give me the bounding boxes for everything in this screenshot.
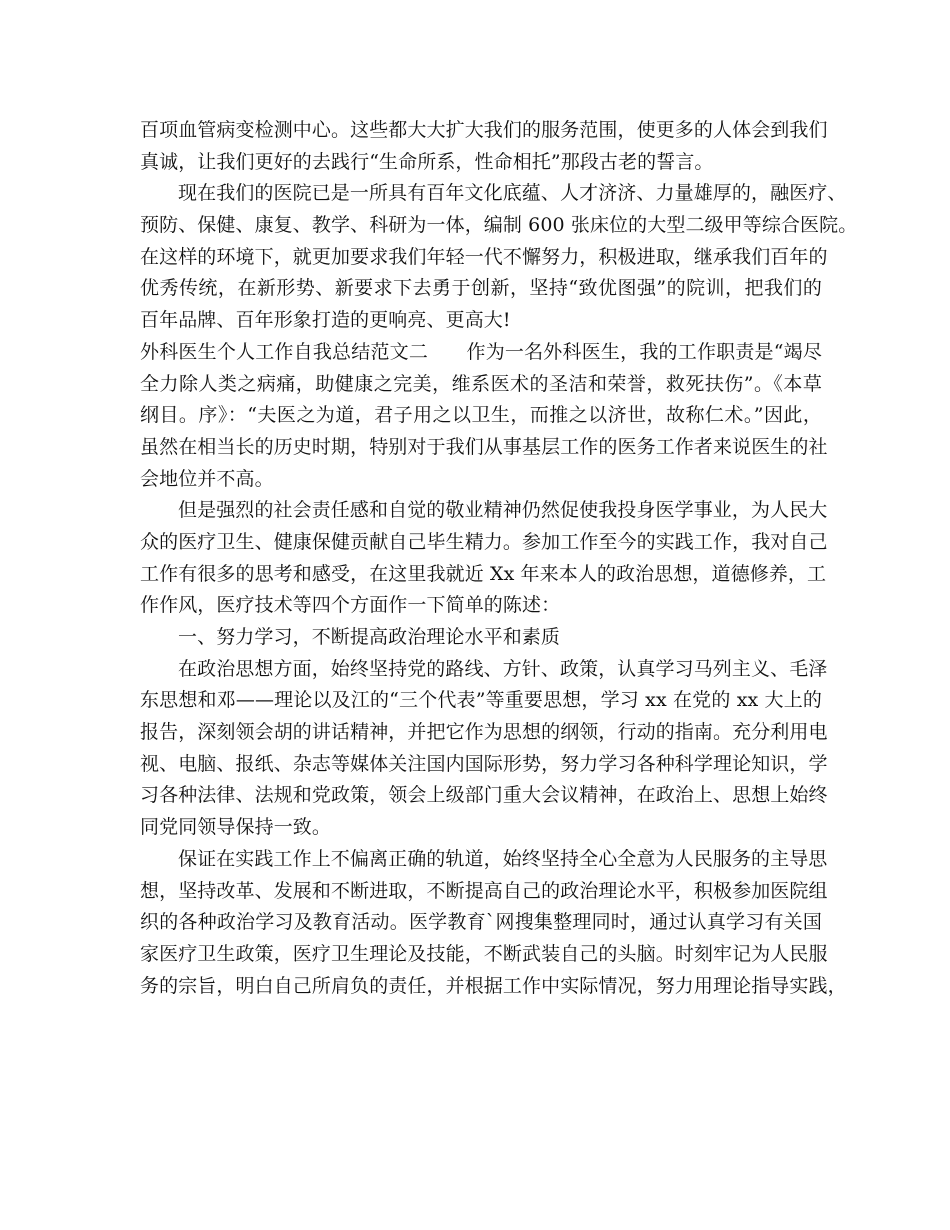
text-line: 家医疗卫生政策，医疗卫生理论及技能，不断武装自己的头脑。时刻牢记为人民服: [140, 942, 828, 965]
text-line: 百年品牌、百年形象打造的更响亮、更高大!: [140, 309, 511, 332]
text-line: 会地位并不高。: [140, 467, 274, 490]
text-line: 同党同领导保持一致。: [140, 816, 332, 839]
text-line: 但是强烈的社会责任感和自觉的敬业精神仍然促使我投身医学事业，为人民大: [178, 499, 828, 522]
text-line: 作作风，医疗技术等四个方面作一下简单的陈述：: [140, 594, 561, 617]
text-line: 预防、保健、康复、教学、科研为一体，编制 600 张床位的大型二级甲等综合医院。: [140, 214, 858, 237]
document-body: [140, 115, 858, 1002]
text-line: 想，坚持改革、发展和不断进取，不断提高自己的政治理论水平，积极参加医院组: [140, 879, 828, 902]
text-line: 优秀传统，在新形势、新要求下去勇于创新，坚持“致优图强”的院训，把我们的: [140, 277, 822, 300]
text-line: 纲目。序》：“夫医之为道，君子用之以卫生，而推之以济世，故称仁术。”因此，: [140, 404, 822, 427]
text-line: 真诚，让我们更好的去践行“生命所系，性命相托”那段古老的誓言。: [140, 150, 714, 173]
text-line: 虽然在相当长的历史时期，特别对于我们从事基层工作的医务工作者来说医生的社: [140, 435, 828, 458]
text-line: 外科医生个人工作自我总结范文二 作为一名外科医生，我的工作职责是“竭尽: [140, 340, 822, 363]
text-line: 全力除人类之病痛，助健康之完美，维系医术的圣洁和荣誉，救死扶伤”。《本草: [140, 372, 822, 395]
text-line: 一、努力学习，不断提高政治理论水平和素质: [178, 626, 561, 648]
text-line: 务的宗旨，明白自己所肩负的责任，并根据工作中实际情况，努力用理论指导实践，: [140, 974, 847, 997]
text-line: 保证在实践工作上不偏离正确的轨道，始终坚持全心全意为人民服务的主导思: [178, 847, 828, 870]
text-line: 东思想和邓——理论以及江的“三个代表”等重要思想，学习 xx 在党的 xx 大上的: [140, 689, 822, 712]
text-line: 织的各种政治学习及教育活动。医学教育`网搜集整理同时，通过认真学习有关国: [140, 911, 822, 934]
text-line: 工作有很多的思考和感受，在这里我就近 Xx 年来本人的政治思想，道德修养，工: [140, 562, 827, 585]
text-line: 现在我们的医院已是一所具有百年文化底蕴、人才济济、力量雄厚的，融医疗、: [178, 182, 847, 205]
text-line: 报告，深刻领会胡的讲话精神，并把它作为思想的纲领，行动的指南。充分利用电: [140, 721, 828, 744]
text-line: 百项血管病变检测中心。这些都大大扩大我们的服务范围，使更多的人体会到我们: [140, 119, 828, 141]
text-line: 在政治思想方面，始终坚持党的路线、方针、政策，认真学习马列主义、毛泽: [178, 657, 828, 680]
text-line: 众的医疗卫生、健康保健贡献自己毕生精力。参加工作至今的实践工作，我对自己: [140, 530, 828, 553]
text-line: 在这样的环境下，就更加要求我们年轻一代不懈努力，积极进取，继承我们百年的: [140, 245, 828, 268]
text-line: 视、电脑、报纸、杂志等媒体关注国内国际形势，努力学习各种科学理论知识，学: [140, 752, 828, 775]
text-line: 习各种法律、法规和党政策，领会上级部门重大会议精神，在政治上、思想上始终: [140, 784, 828, 807]
